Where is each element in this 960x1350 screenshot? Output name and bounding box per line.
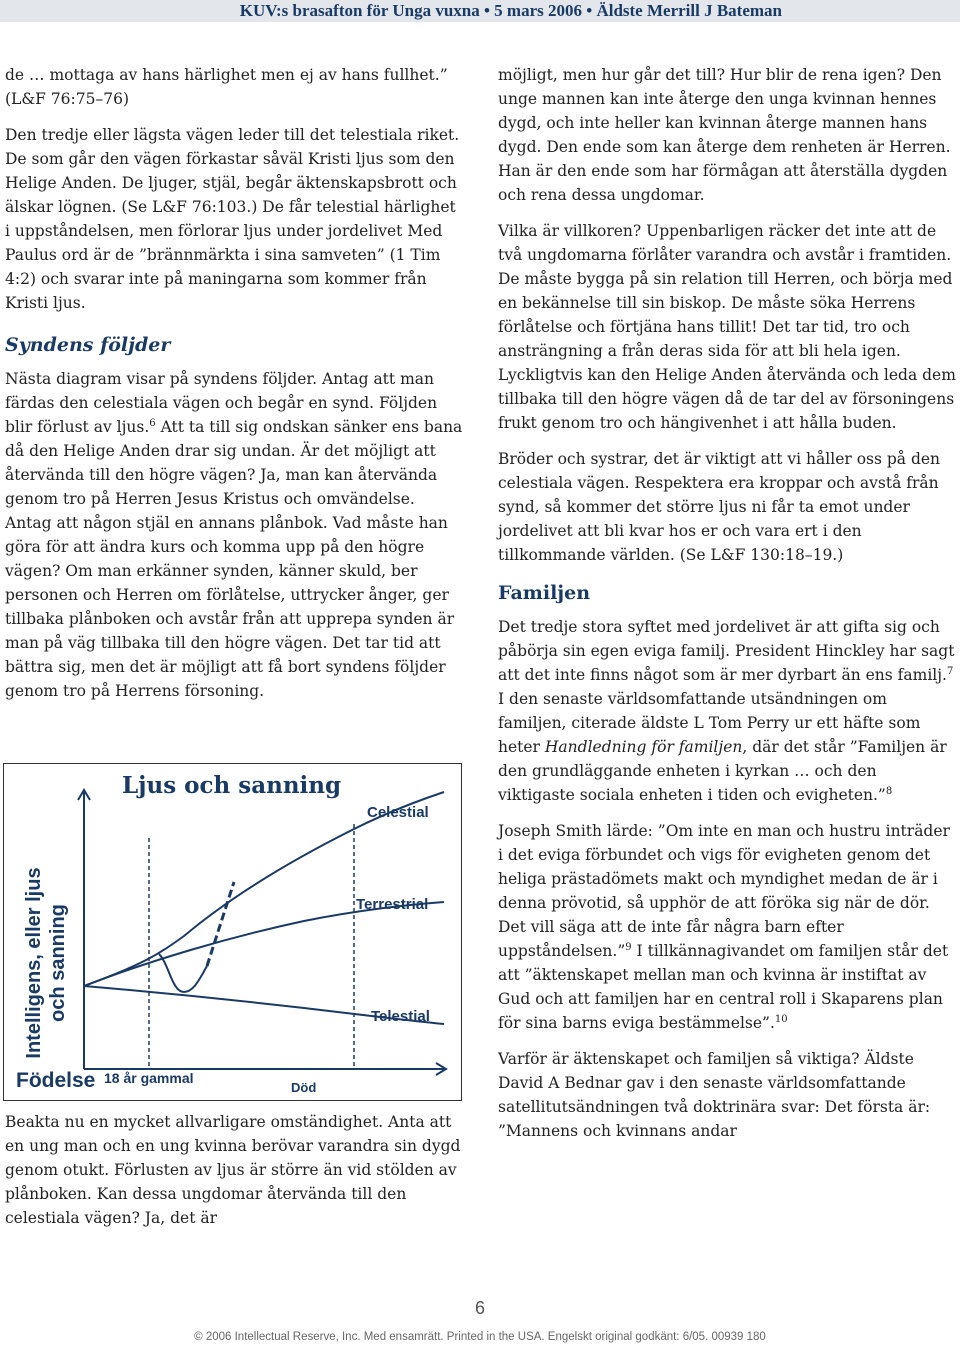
paragraph: Bröder och systrar, det är viktigt att vi håller oss på den celestiala vägen. Respektera era kroppar och avstå från synd, så kommer det större ljus ni får ta emot under jordelivet att bli kvar hos er och vara ert i den tillkommande världen. (Se L&F 130:18–19.) [498,450,941,564]
footnote-ref: 7 [947,665,954,677]
copyright-footer: © 2006 Intellectual Reserve, Inc. Med ensamrätt. Printed in the USA. Engelskt original godkänt: 6/05. 00939 180 [194,1331,766,1343]
paragraph: Det tredje stora syftet med jordelivet är att gifta sig och påbörja sin egen eviga familj. President Hinckley har sagt att det inte finns något som är mer dyrbart än ens familj.$^7$ I den senaste världsomfattande utsändningen om familjen, citerade äldste L Tom Perry ur ett häfte som heter Handledning för familjen, där det står ”Familjen är den grundläggande enheten i kyrkan … och den viktigaste sociala enheten i tiden och evigheten.”$^8$ [498,618,955,804]
footnote-ref: 10 [774,1013,788,1025]
age-label: 18 år gammal [104,1070,194,1086]
paragraph: de … mottaga av hans härlighet men ej av hans fullhet.” (L&F 76:75–76) [5,66,448,108]
paragraph: Nästa diagram visar på syndens följder. Antag att man färdas den celestiala vägen och begår en synd. Följden blir förlust av ljus.$^6$ Att ta till sig ondskan sänker ens bana då den Helige Anden drar sig undan. Är det möjligt att återvända till den högre vägen? Ja, man kan återvända genom tro på Herren Jesus Kristus och omvändelse. Antag att någon stjäl en annans plånbok. Vad måste han göra för att ändra kurs och komma upp på den högre vägen? Om man erkänner synden, känner skuld, ber personen och Herren om förlåtelse, uttrycker ånger, ger tillbaka plånboken och avstår från att upprepa synden är man på väg tillbaka till den högre vägen. Det tar tid att bättra sig, men det är möjligt att få bort syndens följder genom tro på Herrens försoning. [5,370,463,700]
section-heading-familjen: Familjen [498,582,591,604]
celestial-path [84,792,444,986]
footnote-ref: 6 [149,417,156,429]
left-column-continued [5,1110,465,1230]
left-column [5,63,465,715]
right-column [498,63,958,1155]
birth-label: Födelse [16,1069,96,1092]
paragraph: Beakta nu en mycket allvarligare omständighet. Anta att en ung man och en ung kvinna berövar varandra sin dygd genom otukt. Förlusten av ljus är större än vid stölden av plånboken. Kan dessa ungdomar återvända till den celestiala vägen? Ja, det är [5,1113,461,1227]
paragraph: möjligt, men hur går det till? Hur blir de rena igen? Den unge mannen kan inte återge den unga kvinnan hennes dygd, och inte heller kan kvinnan återge mannen hans dygd. Den ende som kan återge dem renheten är Herren. Han är den ende som har förmågan att återställa dygden och rena dessa ungdomar. [498,66,951,204]
footnote-ref: 9 [625,941,632,953]
terrestrial-path [84,902,444,986]
paragraph: Joseph Smith lärde: ”Om inte en man och hustru inträder i det eviga förbundet och vigs för evigheten genom det heliga prästadömets makt och myndighet medan de är i denna prövotid, så upphör de att föröka sig när de dör. Det vill säga att de inte får några barn efter uppståndelsen.”$^9$ I tillkännagivandet om familjen står det att ”äktenskapet mellan man och kvinna är instiftat av Gud och att familjen har en central roll i Skaparens plan för sina barns eviga bestämmelse”.$^{10}$ [498,822,950,1032]
section-heading-syndens-foljder: Syndens följder [5,334,171,356]
header-title: KUV:s brasafton för Unga vuxna • 5 mars 2006 • Äldste Merrill J Bateman [239,1,782,20]
return-path [207,882,234,966]
book-title: Handledning för familjen [544,738,743,756]
footnote-ref: 8 [885,785,893,797]
paragraph: Den tredje eller lägsta vägen leder till det telestiala riket. De som går den vägen förkastar såväl Kristi ljus som den Helige Anden. De ljuger, stjäl, begår äktenskapsbrott och älskar lögnen. (Se L&F 76:103.) De får telestial härlighet i uppståndelsen, men förlorar ljus under jordelivet Med Paulus ord är de ”brännmärkta i sina samveten” (1 Tim 4:2) och svarar inte på maningarna som kommer från Kristi ljus. [5,126,460,312]
diagram-title: Ljus och sanning [122,772,342,799]
paragraph: Varför är äktenskapet och familjen så viktiga? Äldste David A Bednar gav i den senaste världsomfattande satellitutsändningen två doktrinära svar: Det första är: ”Mannens och kvinnans andar [498,1050,931,1140]
celestial-label: Celestial [367,804,429,821]
terrestrial-label: Terrestrial [356,896,429,913]
death-label: Död [291,1080,317,1095]
telestial-label: Telestial [371,1008,430,1025]
page-number: 6 [474,1298,485,1318]
light-and-truth-diagram [3,763,462,1101]
paragraph: Vilka är villkoren? Uppenbarligen räcker det inte att de två ungdomarna förlåter varandra och avstår i framtiden. De måste bygga på sin relation till Herren, och börja med en bekännelse till sin biskop. De måste söka Herrens förlåtelse och förtjäna hans tillit! Det tar tid, tro och ansträngning a från deras sida för att bli hela igen. Lyckligtvis kan den Helige Anden återvända och leda dem tillbaka till den högre vägen då de tar del av försoningens frukt genom tro och hängivenhet i att hålla buden. [498,222,956,432]
sin-dip-path [159,954,207,992]
running-header [0,0,960,22]
y-axis-label: Intelligens, eller ljus och sanning [23,867,69,1059]
